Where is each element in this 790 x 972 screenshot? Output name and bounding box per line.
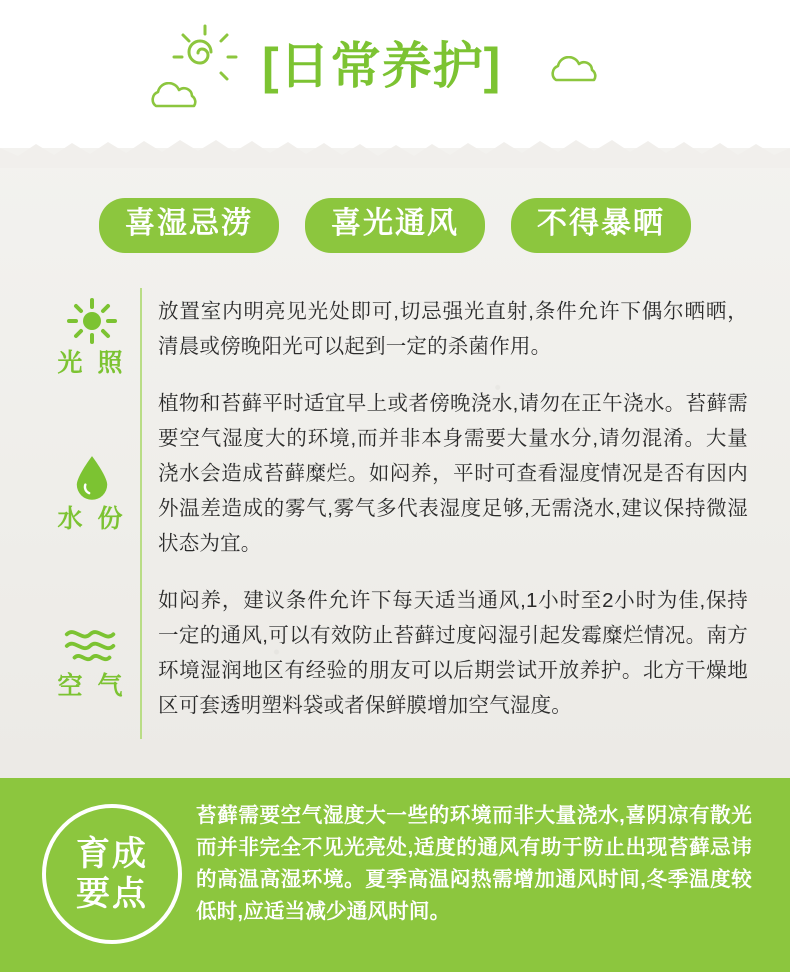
section-water-icon-column xyxy=(44,380,140,534)
section-air-icon-column xyxy=(44,577,140,701)
sun-icon xyxy=(44,298,140,344)
summary-badge-line2: 要点 xyxy=(76,875,148,913)
header xyxy=(0,0,790,148)
water-drop-icon xyxy=(44,454,140,500)
tag-light: 喜光通风 xyxy=(305,198,485,253)
section-air-text: 如闷养，建议条件允许下每天适当通风,1小时至2小时为佳,保持一定的通风,可以有效防止苔藓过度闷湿引起发霉糜烂情况。南方环境湿润地区有经验的朋友可以后期尝试开放养护。北方干燥地区可套透明塑料袋或者保鲜膜增加空气湿度。 xyxy=(140,577,748,739)
section-air-label: 空 气 xyxy=(57,672,127,700)
section-light-icon-column xyxy=(44,288,140,378)
tag-no-sunburn: 不得暴晒 xyxy=(511,198,691,253)
wind-lines-icon xyxy=(44,621,140,667)
section-list xyxy=(0,288,790,739)
tag-list xyxy=(0,198,790,253)
section-light-text: 放置室内明亮见光处即可,切忌强光直射,条件允许下偶尔晒晒，清晨或傍晚阳光可以起到一定的杀菌作用。 xyxy=(140,288,748,380)
section-water-label: 水 份 xyxy=(57,505,127,533)
section-water-text: 植物和苔藓平时适宜早上或者傍晚浇水,请勿在正午浇水。苔藓需要空气湿度大的环境,而并非本身需要大量水分,请勿混淆。大量浇水会造成苔藓糜烂。如闷养，平时可查看湿度情况是否有因内外温差造成的雾气,雾气多代表湿度足够,无需浇水,建议保持微湿状态为宜。 xyxy=(140,380,748,577)
tag-humid: 喜湿忌涝 xyxy=(99,198,279,253)
section-water xyxy=(0,380,790,577)
content-body xyxy=(0,148,790,778)
cloud-icon xyxy=(548,56,604,86)
summary-badge xyxy=(42,804,182,944)
summary-text: 苔藓需要空气湿度大一些的环境而非大量浇水,喜阴凉有散光而并非完全不见光亮处,适度的通风有助于防止出现苔藓忌讳的高温高湿环境。夏季高温闷热需增加通风时间,冬季温度较低时,应适当减少通风时间。 xyxy=(196,804,752,923)
section-air xyxy=(0,577,790,739)
page-title: [日常养护] xyxy=(262,38,502,94)
summary-badge-line1: 育成 xyxy=(76,835,148,873)
cloud-icon xyxy=(148,82,204,112)
section-light-label: 光 照 xyxy=(57,349,127,377)
section-light xyxy=(0,288,790,380)
torn-paper-divider xyxy=(0,128,790,168)
footer-summary xyxy=(0,778,790,972)
